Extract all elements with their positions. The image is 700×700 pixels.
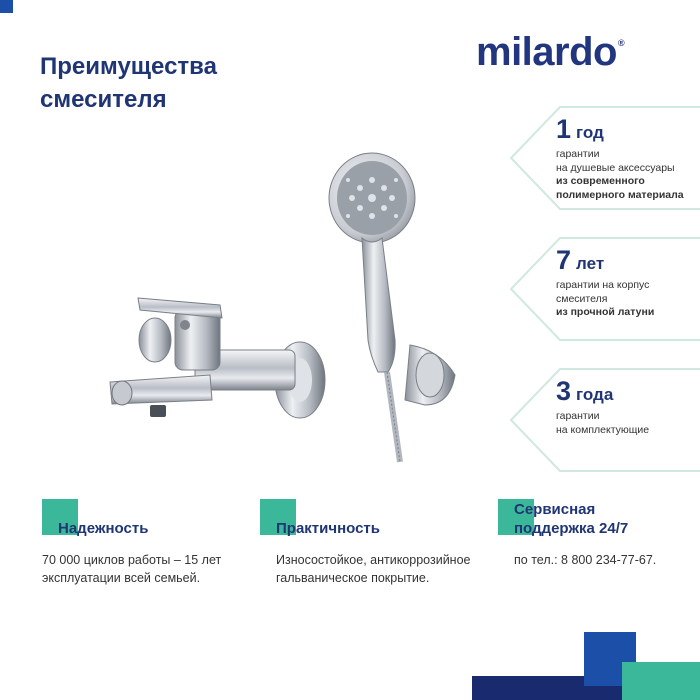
feature-title bbox=[514, 500, 628, 538]
page-title bbox=[40, 50, 300, 116]
desc-line: гарантии bbox=[556, 148, 600, 160]
warranty-unit: год bbox=[576, 123, 604, 142]
warranty-value bbox=[556, 376, 613, 407]
desc-line-bold: полимерного материала bbox=[556, 188, 684, 201]
desc-line: на душевые аксессуары bbox=[556, 161, 675, 174]
brand-logo bbox=[476, 30, 624, 75]
desc-line: на комплектующие bbox=[556, 423, 650, 436]
brand-mark: ® bbox=[617, 38, 625, 48]
warranty-card-3 bbox=[510, 368, 700, 472]
feature-title-line: Сервисная bbox=[514, 501, 596, 518]
warranty-number: 1 bbox=[556, 114, 572, 144]
feature-text bbox=[276, 551, 470, 587]
feature-text-line: по тел.: 8 800 234-77-67. bbox=[514, 553, 657, 567]
title-line-1: Преимущества bbox=[40, 53, 217, 80]
feature-text-line: 70 000 циклов работы – 15 лет bbox=[42, 553, 222, 567]
desc-line-bold: из современного bbox=[556, 175, 645, 187]
decor-block-teal bbox=[622, 662, 700, 700]
feature-title-line: поддержка 24/7 bbox=[514, 520, 629, 537]
warranty-card-2 bbox=[510, 237, 700, 341]
corner-decoration bbox=[0, 0, 13, 13]
feature-text-line: эксплуатации всей семьей. bbox=[42, 571, 201, 585]
title-line-2: смесителя bbox=[40, 86, 167, 113]
feature-title: Практичность bbox=[276, 520, 381, 537]
desc-line: смесителя bbox=[556, 292, 608, 305]
warranty-description bbox=[556, 279, 696, 320]
feature-text-line: гальваническое покрытие. bbox=[276, 571, 430, 585]
warranty-number: 7 bbox=[556, 245, 572, 275]
warranty-unit: года bbox=[576, 385, 614, 404]
desc-line: гарантии на корпус bbox=[556, 279, 650, 291]
warranty-unit: лет bbox=[576, 254, 605, 273]
faucet-illustration bbox=[100, 150, 460, 470]
warranty-description bbox=[556, 410, 696, 437]
feature-text bbox=[42, 551, 221, 587]
warranty-value bbox=[556, 245, 604, 276]
desc-line-bold: из прочной латуни bbox=[556, 306, 655, 318]
feature-text-line: Износостойкое, антикоррозийное bbox=[276, 553, 471, 567]
warranty-description bbox=[556, 148, 696, 202]
feature-title: Надежность bbox=[58, 520, 149, 537]
brand-name: milardo bbox=[476, 30, 617, 74]
warranty-card-1 bbox=[510, 106, 700, 210]
warranty-number: 3 bbox=[556, 376, 572, 406]
warranty-value bbox=[556, 114, 604, 145]
feature-text bbox=[514, 551, 656, 569]
desc-line: гарантии bbox=[556, 410, 600, 422]
